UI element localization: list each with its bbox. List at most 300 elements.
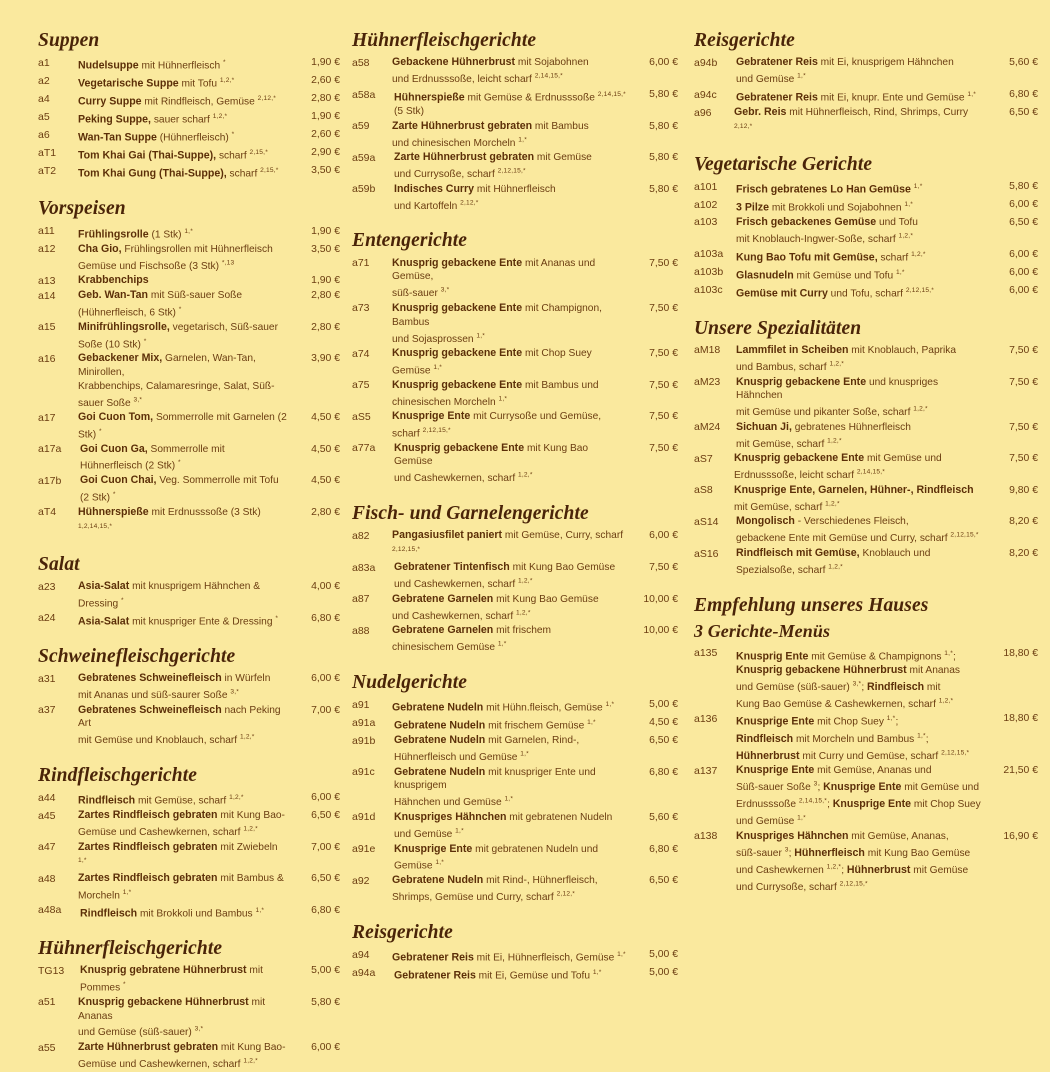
allergen-superscript: * — [275, 614, 279, 622]
menu-item-code: a77a — [352, 442, 376, 455]
menu-item-description: Lammfilet in Scheiben mit Knoblauch, Paprika und Bambus, scharf $^{1,2,*}$ — [736, 343, 957, 373]
menu-item-continuation: mit Gemüse und pikanter Soße, scharf $^{1,2,*}$ — [736, 405, 928, 419]
menu-item-description: Gebratene Nudeln mit frischem Gemüse $^{1,*}$ — [394, 719, 596, 732]
allergen-superscript: 3,* — [852, 680, 862, 688]
menu-item-name: Rindfleisch — [80, 907, 138, 920]
section-title: Schweinefleischgerichte — [38, 645, 236, 667]
menu-item-name: Gebratener Reis — [736, 91, 818, 104]
menu-item — [38, 74, 340, 91]
allergen-superscript: 1,* — [587, 719, 596, 727]
allergen-superscript: * — [121, 596, 124, 604]
menu-item-name: Wan-Tan Suppe — [78, 131, 157, 144]
menu-item-name: Zartes Rindfleisch gebraten — [78, 840, 218, 853]
allergen-superscript: 2,12,* — [257, 95, 277, 103]
menu-item-description: Knusprig gebackene Ente mit Champignon, Bambus und Sojasprossen $^{1,*}$ — [392, 301, 602, 345]
menu-item-price: 4,50 € — [311, 412, 340, 424]
allergen-superscript: 1,* — [520, 750, 529, 758]
menu-item — [694, 515, 1038, 546]
menu-item-name: Goi Cuon Ga, — [80, 442, 148, 455]
menu-item-continuation: und Bambus, scharf $^{1,2,*}$ — [736, 360, 845, 373]
menu-item — [38, 672, 340, 703]
menu-item-code: aT1 — [38, 146, 57, 159]
allergen-superscript: 1,2,* — [243, 825, 258, 833]
allergen-superscript: 1,2,* — [229, 794, 244, 802]
allergen-superscript: 1,* — [904, 201, 914, 208]
menu-section — [694, 30, 1038, 137]
menu-item-price: 6,80 € — [311, 904, 340, 916]
menu-item-name: Gebratenes Schweinefleisch — [78, 672, 222, 684]
menu-item-code: a91b — [352, 734, 376, 747]
menu-item-price: 6,00 € — [1009, 284, 1038, 296]
menu-item-continuation: und Erdnusssoße, leicht scharf $^{2,14,15,*}$ — [392, 73, 563, 86]
menu-item-continuation: und Currysoße, scharf $^{2,12,15,*}$ — [394, 167, 526, 181]
section-title: Reisgerichte — [352, 921, 453, 943]
menu-item-description: Gebratener Tintenfisch mit Kung Bao Gemüse und Cashewkernen, scharf $^{1,2,*}$ — [394, 561, 616, 591]
menu-item-code: a17 — [38, 411, 56, 424]
menu-item-price: 10,00 € — [643, 625, 678, 637]
menu-item-continuation: und Kartoffeln $^{2,12,*}$ — [394, 199, 479, 212]
menu-item-code: a94 — [352, 948, 370, 961]
menu-item-name: 3 Pilze — [736, 201, 769, 214]
allergen-superscript: 1,* — [518, 136, 527, 144]
menu-item-continuation: chinesischen Morcheln $^{1,*}$ — [392, 395, 508, 408]
section-title: Entengerichte — [352, 230, 468, 252]
menu-item-price: 7,50 € — [649, 257, 678, 269]
menu-item-continuation: und Sojasprossen $^{1,*}$ — [392, 332, 486, 345]
column-left — [0, 30, 348, 1071]
allergen-superscript: 3 — [813, 780, 818, 788]
menu-item-price: 1,90 € — [311, 111, 340, 123]
menu-section — [352, 922, 678, 983]
section-title: Fisch- und Garnelengerichte — [352, 503, 589, 525]
menu-item-name: Gebratene Nudeln — [392, 874, 484, 887]
menu-item — [352, 302, 678, 346]
menu-item-code: aT4 — [38, 506, 57, 519]
menu-item — [352, 410, 678, 441]
menu-item-code: a15 — [38, 321, 56, 334]
allergen-superscript: *,13 — [221, 259, 235, 267]
menu-item-price: 7,00 € — [311, 704, 340, 716]
menu-item-continuation: Kung Bao Gemüse & Cashewkernen, scharf $^{1,2,*}$ — [736, 697, 954, 710]
menu-item-code: a59 — [352, 120, 370, 133]
menu-item-code: a47 — [38, 841, 56, 854]
menu-item-continuation: und Cashewkernen, scharf $^{1,2,*}$ — [392, 609, 531, 622]
menu-item — [352, 56, 678, 87]
menu-item-code: a5 — [38, 110, 50, 123]
menu-item-continuation: und Gemüse (süß-sauer) $^{3,*}$; Rindfleisch mit — [736, 680, 941, 693]
allergen-superscript: 2,12,15,* — [497, 167, 526, 175]
menu-item — [352, 811, 678, 842]
allergen-superscript: 1,2,* — [898, 232, 914, 240]
menu-item — [352, 843, 678, 874]
menu-item-name: Tom Khai Gai (Thai-Suppe), — [78, 149, 217, 162]
menu-item-description: Gemüse mit Curry und Tofu, scharf $^{2,12,15,*}$ — [736, 286, 935, 299]
menu-item-description: Gebratene Garnelen mit frischem chinesischem Gemüse $^{1,*}$ — [392, 624, 552, 654]
menu-item-continuation: mit Ananas und süß-saurer Soße $^{3,*}$ — [78, 688, 239, 701]
menu-item-description: Knusprige Ente mit Gemüse, Ananas und Süß-sauer Soße $^3$; Knusprige Ente mit Gemüse und Erdnusssoße $^{2,14,15,*}$; Knusprige Ente mit Chop Suey und Gemüse $^{1,*}$ — [736, 764, 981, 828]
menu-item-price: 7,50 € — [649, 379, 678, 391]
column-right — [688, 30, 1050, 893]
menu-item-price: 7,50 € — [649, 302, 678, 314]
menu-item-code: a92 — [352, 874, 370, 887]
menu-item-price: 5,80 € — [649, 120, 678, 132]
menu-item-code: a91 — [352, 698, 370, 711]
menu-item — [352, 734, 678, 765]
menu-item-name: Pangasiusfilet paniert — [392, 529, 503, 542]
menu-item-description: Rindfleisch mit Brokkoli und Bambus $^{1,*}$ — [80, 906, 265, 920]
menu-item-name: Knusprig gebratene Hühnerbrust — [80, 964, 247, 977]
menu-item — [352, 529, 678, 560]
menu-item-price: 8,20 € — [1009, 516, 1038, 528]
menu-item-code: a6 — [38, 128, 50, 141]
menu-item — [38, 443, 340, 474]
menu-item-code: a102 — [694, 198, 718, 211]
menu-item-continuation: Erdnusssoße $^{2,14,15,*}$; Knusprige Ente mit Chop Suey — [736, 797, 981, 811]
menu-item — [38, 92, 340, 109]
menu-item-name: Gebratener Reis — [394, 969, 476, 982]
menu-item-code: a82 — [352, 529, 370, 542]
menu-item — [38, 872, 340, 903]
menu-item-description: Gebratenes Schweinefleisch in Würfeln mit Ananas und süß-saurer Soße $^{3,*}$ — [78, 672, 271, 701]
allergen-superscript: 1,2,* — [938, 697, 954, 705]
allergen-superscript: 1,* — [476, 332, 486, 340]
menu-item-code: a91c — [352, 766, 375, 779]
allergen-superscript: 3,* — [133, 396, 143, 404]
allergen-superscript: 1,* — [886, 715, 896, 723]
menu-item-price: 6,00 € — [311, 1042, 340, 1054]
menu-item — [352, 183, 678, 214]
allergen-superscript: 3,* — [440, 286, 450, 294]
menu-item-price: 6,50 € — [311, 810, 340, 822]
section-title: Rindfleischgerichte — [38, 764, 197, 786]
menu-item-code: aS16 — [694, 547, 719, 560]
menu-item-code: a135 — [694, 647, 718, 660]
menu-item-continuation: und Cashewkernen, scharf $^{1,2,*}$ — [394, 472, 533, 485]
menu-section — [38, 198, 340, 536]
menu-item-price: 6,00 € — [311, 673, 340, 684]
section-subtitle: 3 Gerichte-Menüs — [694, 621, 831, 642]
menu-item-code: a87 — [352, 593, 370, 606]
menu-item-name: Zarte Hühnerbrust gebraten — [394, 151, 535, 164]
menu-item-code: a137 — [694, 764, 718, 777]
allergen-superscript: 1,* — [78, 857, 87, 865]
menu-item-code: a48 — [38, 872, 56, 885]
menu-item-price: 2,80 € — [311, 93, 340, 105]
allergen-superscript: 2,12,* — [734, 122, 753, 130]
menu-item-description: Frisch gebackenes Gemüse und Tofu mit Knoblauch-Ingwer-Soße, scharf $^{1,2,*}$ — [736, 215, 918, 245]
menu-item-continuation: chinesischem Gemüse $^{1,*}$ — [392, 640, 507, 654]
menu-item-code: a16 — [38, 352, 56, 365]
menu-item-description: Vegetarische Suppe mit Tofu $^{1,2,*}$ — [78, 77, 235, 90]
menu-item — [694, 284, 1038, 301]
menu-item-continuation: Hühnerfleisch und Gemüse $^{1,*}$ — [394, 750, 529, 764]
menu-item — [352, 624, 678, 655]
menu-item-name: Sichuan Ji, — [736, 420, 792, 433]
menu-item-price: 6,80 € — [649, 766, 678, 778]
menu-item-description — [736, 180, 990, 197]
menu-item-code: a48a — [38, 904, 62, 917]
menu-item — [38, 1041, 340, 1072]
allergen-superscript: 1,2,* — [827, 437, 842, 445]
menu-item-code: a59b — [352, 183, 376, 196]
allergen-superscript: 1,* — [504, 795, 514, 803]
menu-item-name: Indisches Curry — [394, 182, 475, 195]
menu-item-price: 1,90 € — [311, 225, 340, 237]
menu-item — [38, 225, 340, 242]
menu-item-price: 5,00 € — [649, 967, 678, 979]
menu-item-code: aS14 — [694, 515, 719, 528]
menu-item-name: Gebratenes Schweinefleisch — [78, 703, 222, 716]
allergen-superscript: * — [223, 59, 226, 67]
menu-item-name: Mongolisch — [736, 515, 795, 528]
menu-item-code: a58 — [352, 56, 370, 69]
menu-section — [38, 554, 340, 629]
menu-item — [694, 712, 1038, 763]
menu-item — [352, 88, 678, 119]
menu-section — [352, 230, 678, 486]
allergen-superscript: 1,* — [592, 969, 602, 977]
menu-item-description: Gebratenes Schweinefleisch nach Peking Art mit Gemüse und Knoblauch, scharf $^{1,2,*}$ — [78, 703, 281, 747]
menu-section — [38, 30, 340, 181]
menu-item-price: 10,00 € — [643, 593, 678, 605]
allergen-superscript: 2,12,15,* — [392, 546, 421, 554]
menu-section — [694, 318, 1038, 578]
menu-item-price: 7,50 € — [1009, 421, 1038, 433]
menu-item-code: a14 — [38, 289, 56, 302]
menu-item-description: Zartes Rindfleisch gebraten mit Bambus & Morcheln $^{1,*}$ — [78, 872, 284, 902]
menu-item-name: Rindfleisch mit Gemüse, — [736, 547, 860, 560]
menu-item-code: a11 — [38, 225, 55, 238]
menu-item-name: Knusprig gebackene Ente — [736, 375, 867, 388]
allergen-superscript: 1,* — [917, 732, 926, 740]
menu-item-name: Gebratene Nudeln — [394, 765, 486, 778]
menu-item-description: Knusprige Ente mit gebratenen Nudeln und Gemüse $^{1,*}$ — [394, 842, 599, 872]
menu-item-price: 7,50 € — [649, 442, 678, 454]
menu-item-description: Zarte Hühnerbrust gebraten mit Kung Bao- Gemüse und Cashewkernen, scharf $^{1,2,*}$ — [78, 1041, 286, 1071]
menu-item-name: Gemüse mit Curry — [736, 286, 828, 299]
menu-item-price: 6,80 € — [1009, 89, 1038, 101]
menu-item-price: 21,50 € — [1003, 765, 1038, 777]
menu-item — [38, 164, 340, 181]
menu-item-description: Gebratene Garnelen mit Kung Bao Gemüse und Cashewkernen, scharf $^{1,2,*}$ — [392, 592, 599, 622]
menu-item-price: 2,80 € — [311, 321, 340, 333]
section-title: Unsere Spezialitäten — [694, 317, 862, 339]
menu-item-name: Gebr. Reis — [734, 106, 787, 118]
menu-item — [694, 180, 1038, 197]
menu-item-name: Knusprig gebackene Ente — [392, 378, 523, 391]
allergen-superscript: 1,2,* — [913, 405, 928, 413]
menu-item-continuation: Hähnchen und Gemüse $^{1,*}$ — [394, 795, 514, 809]
allergen-superscript: * — [178, 305, 182, 313]
menu-item — [694, 88, 1038, 105]
menu-item-name: Gebackene Hühnerbrust — [392, 56, 516, 69]
menu-item — [38, 289, 340, 320]
menu-item-description: Geb. Wan-Tan mit Süß-sauer Soße (Hühnerfleisch, 6 Stk) * — [78, 289, 243, 319]
allergen-superscript: 3,* — [194, 1026, 204, 1034]
menu-item-name: Gebackener Mix, — [78, 352, 163, 365]
allergen-superscript: 1,2,* — [911, 250, 926, 258]
allergen-superscript: 1,2,* — [243, 1057, 258, 1065]
allergen-superscript: 1,* — [255, 906, 265, 914]
menu-item-code: a17b — [38, 474, 62, 487]
menu-item-description: Peking Suppe, sauer scharf $^{1,2,*}$ — [78, 113, 228, 126]
menu-item-code: a103b — [694, 266, 724, 279]
menu-item-description: Knuspriges Hähnchen mit Gemüse, Ananas, süß-sauer $^3$; Hühnerfleisch mit Kung Bao Gemüse und Cashewkernen $^{1,2,*}$; Hühnerbrust mit Gemüse und Currysoße, scharf $^{2,12,15,*}$ — [736, 829, 971, 893]
menu-item-name: Frisch gebratenes Lo Han Gemüse — [736, 183, 914, 196]
menu-item-description: Goi Cuon Tom, Sommerrolle mit Garnelen (2 Stk) * — [78, 411, 287, 441]
menu-item-description: Knusprig gebackene Ente mit Gemüse und Erdnusssoße, leicht scharf $^{2,14,15,*}$ — [734, 452, 942, 482]
menu-item-price: 6,80 € — [649, 843, 678, 855]
menu-item-code: a101 — [694, 180, 718, 193]
allergen-superscript: 2,12,15,* — [941, 749, 970, 757]
menu-section — [352, 672, 678, 905]
menu-item-continuation: und Cashewkernen $^{1,2,*}$; Hühnerbrust mit Gemüse — [736, 863, 969, 876]
menu-item-price: 6,50 € — [649, 875, 678, 887]
menu-item — [38, 243, 340, 274]
menu-section — [38, 646, 340, 748]
allergen-superscript: 1,2,* — [829, 360, 845, 368]
allergen-superscript: 1,* — [896, 268, 905, 276]
menu-item-description: Asia-Salat mit knuspriger Ente & Dressing * — [78, 614, 279, 627]
menu-item-price: 7,50 € — [1009, 376, 1038, 388]
menu-item-code: a4 — [38, 92, 50, 105]
menu-item — [38, 128, 340, 145]
menu-item-price: 9,80 € — [1009, 484, 1038, 496]
menu-item-continuation: Gemüse und Fischsoße (3 Stk) $^{*,13}$ — [78, 259, 235, 272]
menu-item — [352, 716, 678, 733]
menu-item-name: Gebratene Nudeln — [392, 701, 484, 714]
menu-item-description: Wan-Tan Suppe (Hühnerfleisch) * — [78, 131, 235, 144]
allergen-superscript: 2,15,* — [260, 167, 279, 175]
menu-item-name: Gebratener Reis — [392, 951, 474, 964]
menu-item — [38, 580, 340, 611]
menu-item-name: Knusprig gebackene Ente — [392, 301, 523, 314]
menu-item-name: Zarte Hühnerbrust gebraten — [78, 1041, 219, 1054]
menu-item-code: a91e — [352, 843, 376, 855]
allergen-superscript: 2,14,15,* — [856, 468, 886, 476]
allergen-superscript: 1,2,* — [828, 563, 843, 571]
menu-item-price: 7,50 € — [649, 562, 678, 574]
menu-item-price: 1,90 € — [311, 275, 340, 287]
allergen-superscript: 1,* — [605, 701, 615, 709]
menu-item-description: Asia-Salat mit knusprigem Hähnchen & Dressing * — [78, 580, 261, 609]
menu-item-description: Gebratener Reis mit Ei, knusprigem Hähnchen und Gemüse $^{1,*}$ — [736, 56, 954, 86]
section-title: Empfehlung unseres Hauses — [694, 594, 929, 616]
menu-item-description: Zarte Hühnerbrust gebraten mit Gemüse und Currysoße, scharf $^{2,12,15,*}$ — [394, 151, 592, 181]
allergen-superscript: * — [143, 337, 147, 345]
menu-item-price: 5,80 € — [649, 89, 678, 101]
menu-item-description: Knusprig gebackene Ente mit Chop Suey Gemüse $^{1,*}$ — [392, 347, 592, 377]
menu-item-code: a94a — [352, 966, 376, 979]
menu-item-price: 5,60 € — [1009, 57, 1038, 69]
menu-item-description: Knusprig gebackene Ente und knuspriges Hähnchen mit Gemüse und pikanter Soße, scharf $^{1,2,*}$ — [736, 375, 939, 419]
menu-item-price: 6,00 € — [649, 57, 678, 69]
menu-item-code: a55 — [38, 1041, 56, 1054]
menu-item-name: Frühlingsrolle — [78, 228, 149, 241]
menu-item-continuation: mit Gemüse, scharf $^{1,2,*}$ — [736, 437, 842, 450]
menu-item-price: 6,50 € — [649, 735, 678, 747]
menu-item-name: Gebratene Garnelen — [392, 624, 494, 637]
menu-item-code: TG13 — [38, 964, 65, 977]
menu-item-price: 6,50 € — [1009, 216, 1038, 228]
menu-item — [352, 966, 678, 983]
allergen-superscript: * — [98, 427, 102, 435]
menu-item-description: Hühnerspieße mit Erdnusssoße (3 Stk) $^{1,2,14,15,*}$ — [78, 505, 261, 530]
menu-item-description — [734, 484, 990, 515]
menu-item — [694, 647, 1038, 712]
menu-item-code: a74 — [352, 347, 370, 360]
menu-item — [694, 198, 1038, 215]
menu-item-price: 5,80 € — [649, 152, 678, 164]
allergen-superscript: * — [123, 980, 126, 988]
allergen-superscript: 1,2,* — [516, 609, 531, 617]
menu-item-name: Goi Cuon Tom, — [78, 411, 154, 424]
menu-item-code: a138 — [694, 830, 718, 843]
menu-item-name: Minifrühlingsrolle, — [78, 320, 170, 333]
menu-item-continuation: mit Knoblauch-Ingwer-Soße, scharf $^{1,2,*}$ — [736, 232, 914, 245]
menu-item — [38, 904, 340, 921]
menu-item-name: Gebratener Tintenfisch — [394, 561, 510, 574]
menu-item-code: a88 — [352, 624, 370, 637]
menu-item-code: aS7 — [694, 452, 713, 465]
menu-item-continuation: Gemüse und Cashewkernen, scharf $^{1,2,*}$ — [78, 1057, 258, 1071]
section-title: Vegetarische Gerichte — [694, 153, 873, 175]
menu-item-continuation: und Gemüse (süß-sauer) $^{3,*}$ — [78, 1026, 204, 1039]
menu-item-name: Gebratene Nudeln — [394, 719, 486, 732]
menu-item — [38, 411, 340, 442]
allergen-superscript: 1,* — [944, 649, 953, 657]
menu-item — [352, 347, 678, 378]
menu-item — [694, 764, 1038, 829]
menu-item — [694, 547, 1038, 578]
menu-item-price: 7,50 € — [649, 348, 678, 360]
allergen-superscript: 1,* — [967, 91, 977, 99]
menu-item-name: Knusprig gebackene Ente — [734, 452, 865, 465]
menu-item — [38, 110, 340, 127]
menu-item-continuation: mit Gemüse und Knoblauch, scharf $^{1,2,*}$ — [78, 733, 255, 747]
allergen-superscript: * — [112, 491, 116, 498]
menu-item — [352, 120, 678, 151]
allergen-superscript: 2,12,15,* — [905, 286, 935, 294]
menu-item-name: Knusprig Ente — [736, 650, 809, 663]
menu-item-price: 6,50 € — [1009, 107, 1038, 118]
menu-item — [38, 612, 340, 629]
menu-item — [694, 216, 1038, 247]
menu-item-description: Knusprig gebackene Ente mit Bambus und chinesischen Morcheln $^{1,*}$ — [392, 378, 599, 408]
menu-item — [352, 151, 678, 182]
menu-item-code: a23 — [38, 580, 56, 593]
menu-item-name: Asia-Salat — [78, 580, 130, 592]
menu-section — [694, 154, 1038, 301]
menu-item-code: a91d — [352, 811, 376, 824]
menu-item-description: Mongolisch - Verschiedenes Fleisch, gebackene Ente mit Gemüse und Curry, scharf $^{2,12,15,*}$ — [736, 515, 979, 545]
menu-item-code: a83a — [352, 561, 376, 574]
menu-item-code: a31 — [38, 672, 56, 685]
menu-item-description: Kung Bao Tofu mit Gemüse, scharf $^{1,2,*}$ — [736, 250, 926, 263]
menu-item-name: Nudelsuppe — [78, 59, 139, 72]
menu-item-price: 2,80 € — [311, 506, 340, 518]
menu-item — [38, 841, 340, 872]
menu-item-continuation: Hühnerbrust mit Curry und Gemüse, scharf $^{2,12,15,*}$ — [736, 749, 970, 762]
menu-item-description: Frühlingsrolle (1 Stk) $^{1,*}$ — [78, 227, 193, 241]
menu-item-description: Knusprige Ente mit Currysoße und Gemüse, scharf $^{2,12,15,*}$ — [392, 410, 602, 440]
menu-item-code: a94b — [694, 56, 718, 69]
menu-item-description: 3 Pilze mit Brokkoli und Sojabohnen $^{1,*}$ — [736, 201, 914, 214]
menu-item-price: 5,00 € — [649, 949, 678, 961]
menu-item-code: a91a — [352, 716, 376, 729]
menu-item-code: a58a — [352, 88, 376, 101]
menu-item — [38, 809, 340, 840]
